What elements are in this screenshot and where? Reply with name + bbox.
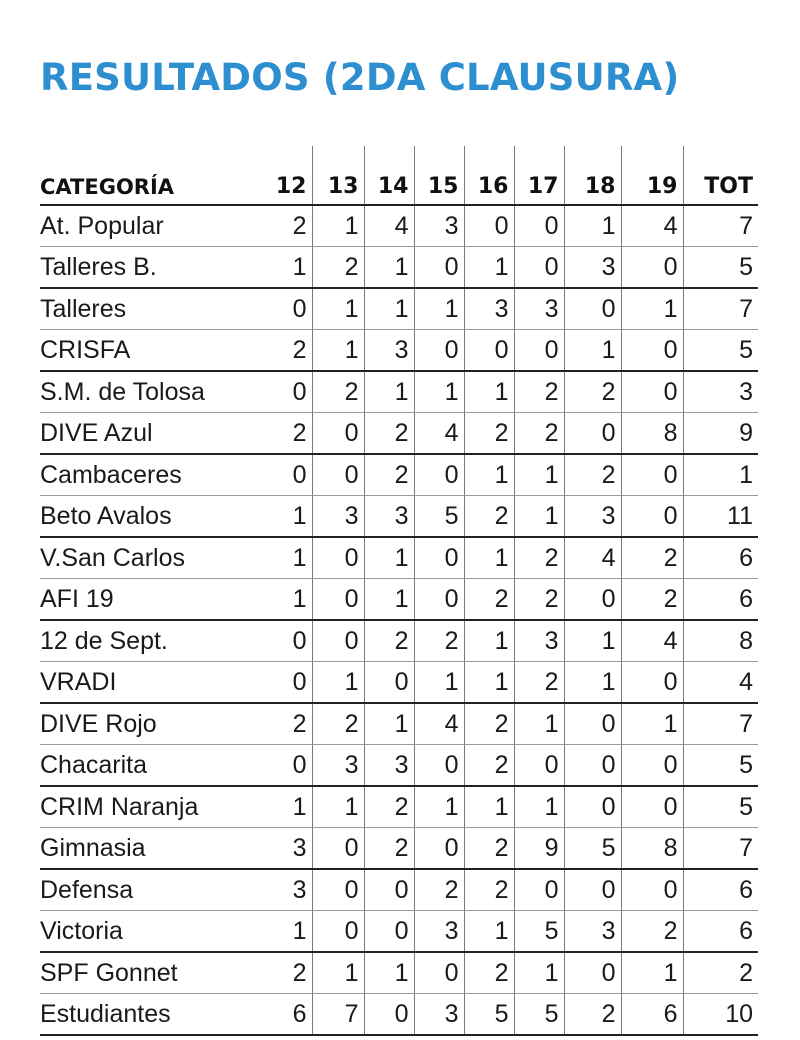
- score-cell: 2: [564, 454, 621, 496]
- score-cell: 2: [564, 994, 621, 1036]
- total-cell: 6: [683, 537, 758, 579]
- total-cell: 1: [683, 454, 758, 496]
- total-cell: 4: [683, 662, 758, 704]
- score-cell: 1: [265, 537, 312, 579]
- table-row: [40, 413, 758, 455]
- total-cell: 5: [683, 247, 758, 289]
- score-cell: 0: [621, 247, 683, 289]
- score-cell: 7: [312, 994, 364, 1036]
- team-name: 12 de Sept.: [40, 620, 265, 662]
- team-name: Beto Avalos: [40, 496, 265, 538]
- score-cell: 2: [514, 537, 564, 579]
- score-cell: 0: [564, 413, 621, 455]
- score-cell: 2: [514, 579, 564, 621]
- score-cell: 1: [414, 371, 464, 413]
- total-cell: 5: [683, 330, 758, 372]
- score-cell: 3: [514, 288, 564, 330]
- score-cell: 1: [621, 703, 683, 745]
- header-row: [40, 146, 758, 205]
- score-cell: 0: [265, 371, 312, 413]
- total-cell: 3: [683, 371, 758, 413]
- total-cell: 9: [683, 413, 758, 455]
- score-cell: 0: [564, 579, 621, 621]
- header-round-15: 15: [414, 146, 464, 205]
- score-cell: 0: [312, 620, 364, 662]
- score-cell: 2: [364, 828, 414, 870]
- total-cell: 6: [683, 579, 758, 621]
- score-cell: 0: [564, 869, 621, 911]
- score-cell: 3: [265, 828, 312, 870]
- score-cell: 2: [514, 662, 564, 704]
- score-cell: 0: [621, 869, 683, 911]
- score-cell: 0: [564, 288, 621, 330]
- table-row: [40, 911, 758, 953]
- score-cell: 1: [464, 537, 514, 579]
- team-name: CRISFA: [40, 330, 265, 372]
- score-cell: 1: [364, 288, 414, 330]
- score-cell: 3: [564, 496, 621, 538]
- table-row: [40, 205, 758, 247]
- score-cell: 1: [514, 786, 564, 828]
- score-cell: 1: [414, 662, 464, 704]
- score-cell: 1: [312, 662, 364, 704]
- score-cell: 0: [414, 330, 464, 372]
- total-cell: 2: [683, 952, 758, 994]
- score-cell: 1: [414, 786, 464, 828]
- score-cell: 1: [514, 703, 564, 745]
- score-cell: 2: [265, 703, 312, 745]
- score-cell: 0: [312, 828, 364, 870]
- score-cell: 0: [621, 371, 683, 413]
- team-name: CRIM Naranja: [40, 786, 265, 828]
- score-cell: 2: [464, 745, 514, 787]
- score-cell: 6: [265, 994, 312, 1036]
- score-cell: 1: [364, 537, 414, 579]
- score-cell: 2: [514, 413, 564, 455]
- score-cell: 1: [414, 288, 464, 330]
- score-cell: 0: [464, 205, 514, 247]
- total-cell: 7: [683, 205, 758, 247]
- score-cell: 1: [265, 786, 312, 828]
- score-cell: 9: [514, 828, 564, 870]
- results-body: [40, 205, 758, 1035]
- score-cell: 0: [414, 454, 464, 496]
- total-cell: 7: [683, 828, 758, 870]
- header-total: TOT: [683, 146, 758, 205]
- score-cell: 1: [464, 786, 514, 828]
- score-cell: 0: [621, 662, 683, 704]
- total-cell: 11: [683, 496, 758, 538]
- header-round-17: 17: [514, 146, 564, 205]
- table-row: [40, 330, 758, 372]
- table-row: [40, 703, 758, 745]
- score-cell: 3: [265, 869, 312, 911]
- table-row: [40, 288, 758, 330]
- team-name: AFI 19: [40, 579, 265, 621]
- score-cell: 3: [414, 911, 464, 953]
- team-name: SPF Gonnet: [40, 952, 265, 994]
- score-cell: 0: [564, 745, 621, 787]
- table-row: [40, 869, 758, 911]
- score-cell: 4: [414, 413, 464, 455]
- score-cell: 3: [312, 496, 364, 538]
- table-row: [40, 828, 758, 870]
- score-cell: 0: [414, 247, 464, 289]
- score-cell: 1: [464, 371, 514, 413]
- score-cell: 1: [265, 911, 312, 953]
- team-name: Chacarita: [40, 745, 265, 787]
- score-cell: 2: [265, 952, 312, 994]
- score-cell: 1: [364, 579, 414, 621]
- score-cell: 1: [364, 247, 414, 289]
- score-cell: 2: [621, 911, 683, 953]
- team-name: Defensa: [40, 869, 265, 911]
- table-row: [40, 994, 758, 1036]
- score-cell: 2: [364, 454, 414, 496]
- total-cell: 6: [683, 869, 758, 911]
- score-cell: 0: [514, 869, 564, 911]
- score-cell: 0: [312, 413, 364, 455]
- score-cell: 0: [621, 496, 683, 538]
- score-cell: 2: [621, 579, 683, 621]
- score-cell: 1: [514, 496, 564, 538]
- page-title: RESULTADOS (2DA CLAUSURA): [40, 56, 680, 99]
- score-cell: 1: [514, 952, 564, 994]
- score-cell: 0: [312, 869, 364, 911]
- table-row: [40, 662, 758, 704]
- score-cell: 1: [312, 288, 364, 330]
- score-cell: 8: [621, 413, 683, 455]
- team-name: Gimnasia: [40, 828, 265, 870]
- score-cell: 0: [414, 745, 464, 787]
- table-row: [40, 745, 758, 787]
- team-name: DIVE Rojo: [40, 703, 265, 745]
- score-cell: 1: [312, 330, 364, 372]
- score-cell: 4: [621, 620, 683, 662]
- score-cell: 3: [312, 745, 364, 787]
- score-cell: 2: [464, 496, 514, 538]
- score-cell: 0: [564, 703, 621, 745]
- score-cell: 0: [364, 662, 414, 704]
- score-cell: 1: [464, 247, 514, 289]
- score-cell: 3: [364, 496, 414, 538]
- score-cell: 2: [414, 869, 464, 911]
- header-category: CATEGORÍA: [40, 146, 265, 205]
- score-cell: 2: [265, 205, 312, 247]
- score-cell: 0: [312, 911, 364, 953]
- header-round-12: 12: [265, 146, 312, 205]
- results-table: [40, 146, 758, 1036]
- score-cell: 1: [621, 288, 683, 330]
- team-name: At. Popular: [40, 205, 265, 247]
- score-cell: 1: [564, 620, 621, 662]
- header-round-14: 14: [364, 146, 414, 205]
- score-cell: 2: [621, 537, 683, 579]
- score-cell: 0: [414, 952, 464, 994]
- score-cell: 2: [464, 869, 514, 911]
- score-cell: 0: [564, 952, 621, 994]
- score-cell: 0: [414, 579, 464, 621]
- score-cell: 2: [364, 620, 414, 662]
- score-cell: 3: [364, 330, 414, 372]
- score-cell: 1: [514, 454, 564, 496]
- score-cell: 0: [514, 330, 564, 372]
- team-name: Estudiantes: [40, 994, 265, 1036]
- score-cell: 8: [621, 828, 683, 870]
- score-cell: 3: [514, 620, 564, 662]
- score-cell: 3: [464, 288, 514, 330]
- score-cell: 2: [265, 330, 312, 372]
- score-cell: 0: [265, 662, 312, 704]
- team-name: Victoria: [40, 911, 265, 953]
- total-cell: 5: [683, 745, 758, 787]
- score-cell: 1: [464, 911, 514, 953]
- score-cell: 4: [621, 205, 683, 247]
- team-name: V.San Carlos: [40, 537, 265, 579]
- score-cell: 0: [312, 454, 364, 496]
- table-row: [40, 496, 758, 538]
- total-cell: 6: [683, 911, 758, 953]
- score-cell: 0: [564, 786, 621, 828]
- score-cell: 2: [312, 247, 364, 289]
- score-cell: 1: [564, 205, 621, 247]
- score-cell: 0: [514, 745, 564, 787]
- score-cell: 1: [312, 786, 364, 828]
- score-cell: 1: [464, 620, 514, 662]
- score-cell: 3: [364, 745, 414, 787]
- score-cell: 1: [364, 703, 414, 745]
- score-cell: 1: [265, 247, 312, 289]
- score-cell: 5: [564, 828, 621, 870]
- score-cell: 0: [265, 288, 312, 330]
- score-cell: 3: [414, 994, 464, 1036]
- score-cell: 4: [564, 537, 621, 579]
- table-row: [40, 620, 758, 662]
- total-cell: 7: [683, 288, 758, 330]
- score-cell: 1: [464, 662, 514, 704]
- score-cell: 1: [464, 454, 514, 496]
- score-cell: 1: [564, 330, 621, 372]
- team-name: Talleres B.: [40, 247, 265, 289]
- total-cell: 8: [683, 620, 758, 662]
- score-cell: 0: [312, 579, 364, 621]
- score-cell: 1: [312, 205, 364, 247]
- score-cell: 1: [265, 579, 312, 621]
- score-cell: 2: [464, 413, 514, 455]
- score-cell: 0: [312, 537, 364, 579]
- table-row: [40, 537, 758, 579]
- score-cell: 0: [621, 454, 683, 496]
- score-cell: 2: [312, 371, 364, 413]
- table-row: [40, 952, 758, 994]
- table-row: [40, 786, 758, 828]
- score-cell: 4: [364, 205, 414, 247]
- score-cell: 2: [464, 828, 514, 870]
- score-cell: 2: [364, 413, 414, 455]
- score-cell: 0: [265, 454, 312, 496]
- score-cell: 0: [364, 911, 414, 953]
- team-name: Cambaceres: [40, 454, 265, 496]
- score-cell: 2: [464, 703, 514, 745]
- score-cell: 1: [265, 496, 312, 538]
- score-cell: 0: [514, 205, 564, 247]
- score-cell: 1: [621, 952, 683, 994]
- table-row: [40, 247, 758, 289]
- team-name: Talleres: [40, 288, 265, 330]
- score-cell: 0: [514, 247, 564, 289]
- score-cell: 2: [514, 371, 564, 413]
- score-cell: 5: [464, 994, 514, 1036]
- total-cell: 7: [683, 703, 758, 745]
- score-cell: 0: [364, 869, 414, 911]
- team-name: VRADI: [40, 662, 265, 704]
- team-name: DIVE Azul: [40, 413, 265, 455]
- score-cell: 0: [414, 537, 464, 579]
- score-cell: 3: [564, 247, 621, 289]
- score-cell: 0: [621, 745, 683, 787]
- score-cell: 6: [621, 994, 683, 1036]
- header-round-16: 16: [464, 146, 514, 205]
- score-cell: 2: [364, 786, 414, 828]
- table-row: [40, 579, 758, 621]
- score-cell: 3: [564, 911, 621, 953]
- score-cell: 5: [414, 496, 464, 538]
- score-cell: 5: [514, 911, 564, 953]
- score-cell: 0: [265, 620, 312, 662]
- score-cell: 2: [564, 371, 621, 413]
- header-round-19: 19: [621, 146, 683, 205]
- score-cell: 0: [464, 330, 514, 372]
- score-cell: 1: [312, 952, 364, 994]
- score-cell: 0: [414, 828, 464, 870]
- score-cell: 1: [364, 952, 414, 994]
- score-cell: 4: [414, 703, 464, 745]
- score-cell: 3: [414, 205, 464, 247]
- score-cell: 0: [621, 330, 683, 372]
- total-cell: 10: [683, 994, 758, 1036]
- header-round-13: 13: [312, 146, 364, 205]
- header-round-18: 18: [564, 146, 621, 205]
- total-cell: 5: [683, 786, 758, 828]
- score-cell: 2: [312, 703, 364, 745]
- score-cell: 2: [464, 952, 514, 994]
- score-cell: 0: [621, 786, 683, 828]
- score-cell: 1: [364, 371, 414, 413]
- score-cell: 2: [464, 579, 514, 621]
- score-cell: 1: [564, 662, 621, 704]
- table-row: [40, 454, 758, 496]
- table-row: [40, 371, 758, 413]
- score-cell: 0: [364, 994, 414, 1036]
- score-cell: 2: [414, 620, 464, 662]
- team-name: S.M. de Tolosa: [40, 371, 265, 413]
- score-cell: 2: [265, 413, 312, 455]
- score-cell: 5: [514, 994, 564, 1036]
- score-cell: 0: [265, 745, 312, 787]
